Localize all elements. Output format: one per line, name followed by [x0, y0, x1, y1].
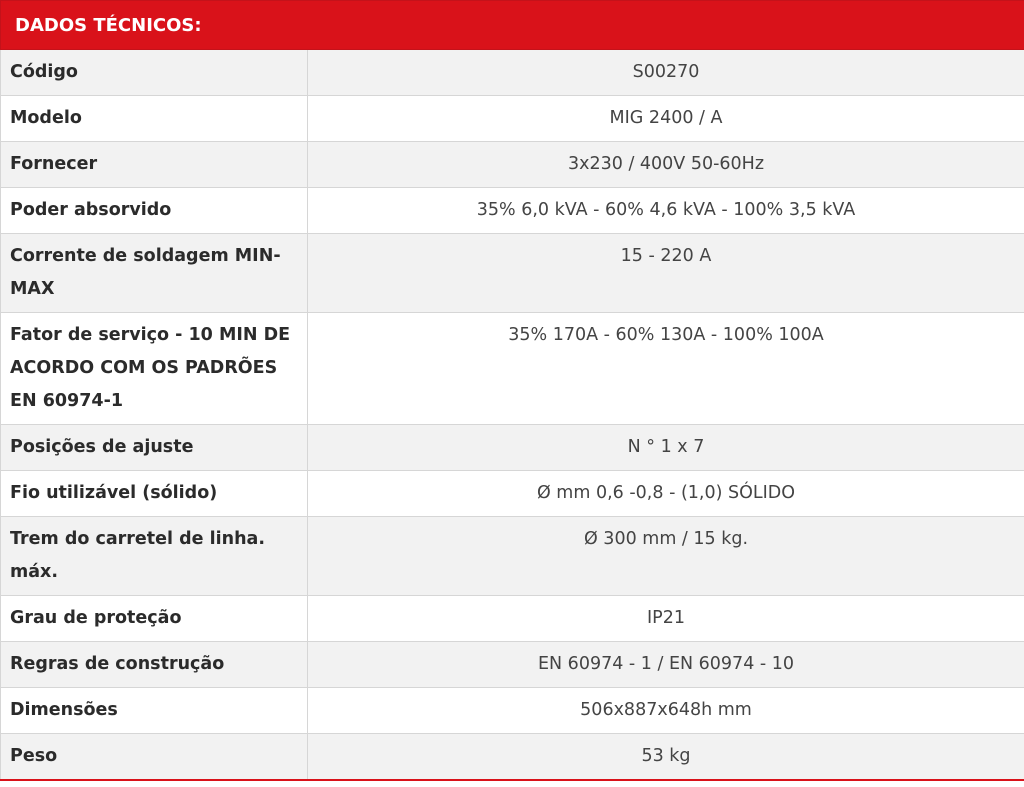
spec-label: Modelo: [1, 96, 308, 142]
table-row: [1, 471, 1024, 517]
table-row: [1, 313, 1024, 425]
spec-value: 35% 170A - 60% 130A - 100% 100A: [308, 313, 1024, 425]
spec-label: Posições de ajuste: [1, 425, 308, 471]
spec-label: Código: [1, 50, 308, 96]
table-row: [1, 734, 1024, 781]
spec-label: Dimensões: [1, 688, 308, 734]
spec-value: MIG 2400 / A: [308, 96, 1024, 142]
table-row: [1, 188, 1024, 234]
spec-value: Ø mm 0,6 -0,8 - (1,0) SÓLIDO: [308, 471, 1024, 517]
spec-label: Trem do carretel de linha. máx.: [1, 517, 308, 596]
technical-data-header-row: [1, 1, 1024, 50]
table-row: [1, 50, 1024, 96]
spec-value: 35% 6,0 kVA - 60% 4,6 kVA - 100% 3,5 kVA: [308, 188, 1024, 234]
table-row: [1, 642, 1024, 688]
spec-value: EN 60974 - 1 / EN 60974 - 10: [308, 642, 1024, 688]
table-row: [1, 96, 1024, 142]
spec-value: 15 - 220 A: [308, 234, 1024, 313]
spec-value: Ø 300 mm / 15 kg.: [308, 517, 1024, 596]
table-row: [1, 688, 1024, 734]
spec-label: Fornecer: [1, 142, 308, 188]
table-row: [1, 234, 1024, 313]
spec-label: Poder absorvido: [1, 188, 308, 234]
spec-value: 506x887x648h mm: [308, 688, 1024, 734]
table-row: [1, 517, 1024, 596]
spec-label: Corrente de soldagem MIN-MAX: [1, 234, 308, 313]
table-row: [1, 425, 1024, 471]
spec-value: N ° 1 x 7: [308, 425, 1024, 471]
spec-value: 3x230 / 400V 50-60Hz: [308, 142, 1024, 188]
spec-value: S00270: [308, 50, 1024, 96]
spec-value: IP21: [308, 596, 1024, 642]
spec-label: Regras de construção: [1, 642, 308, 688]
spec-value: 53 kg: [308, 734, 1024, 781]
table-row: [1, 596, 1024, 642]
spec-label: Peso: [1, 734, 308, 781]
section-title: DADOS TÉCNICOS:: [1, 1, 1024, 50]
spec-label: Fator de serviço - 10 MIN DE ACORDO COM OS PADRÕES EN 60974-1: [1, 313, 308, 425]
spec-label: Fio utilizável (sólido): [1, 471, 308, 517]
table-row: [1, 142, 1024, 188]
spec-label: Grau de proteção: [1, 596, 308, 642]
